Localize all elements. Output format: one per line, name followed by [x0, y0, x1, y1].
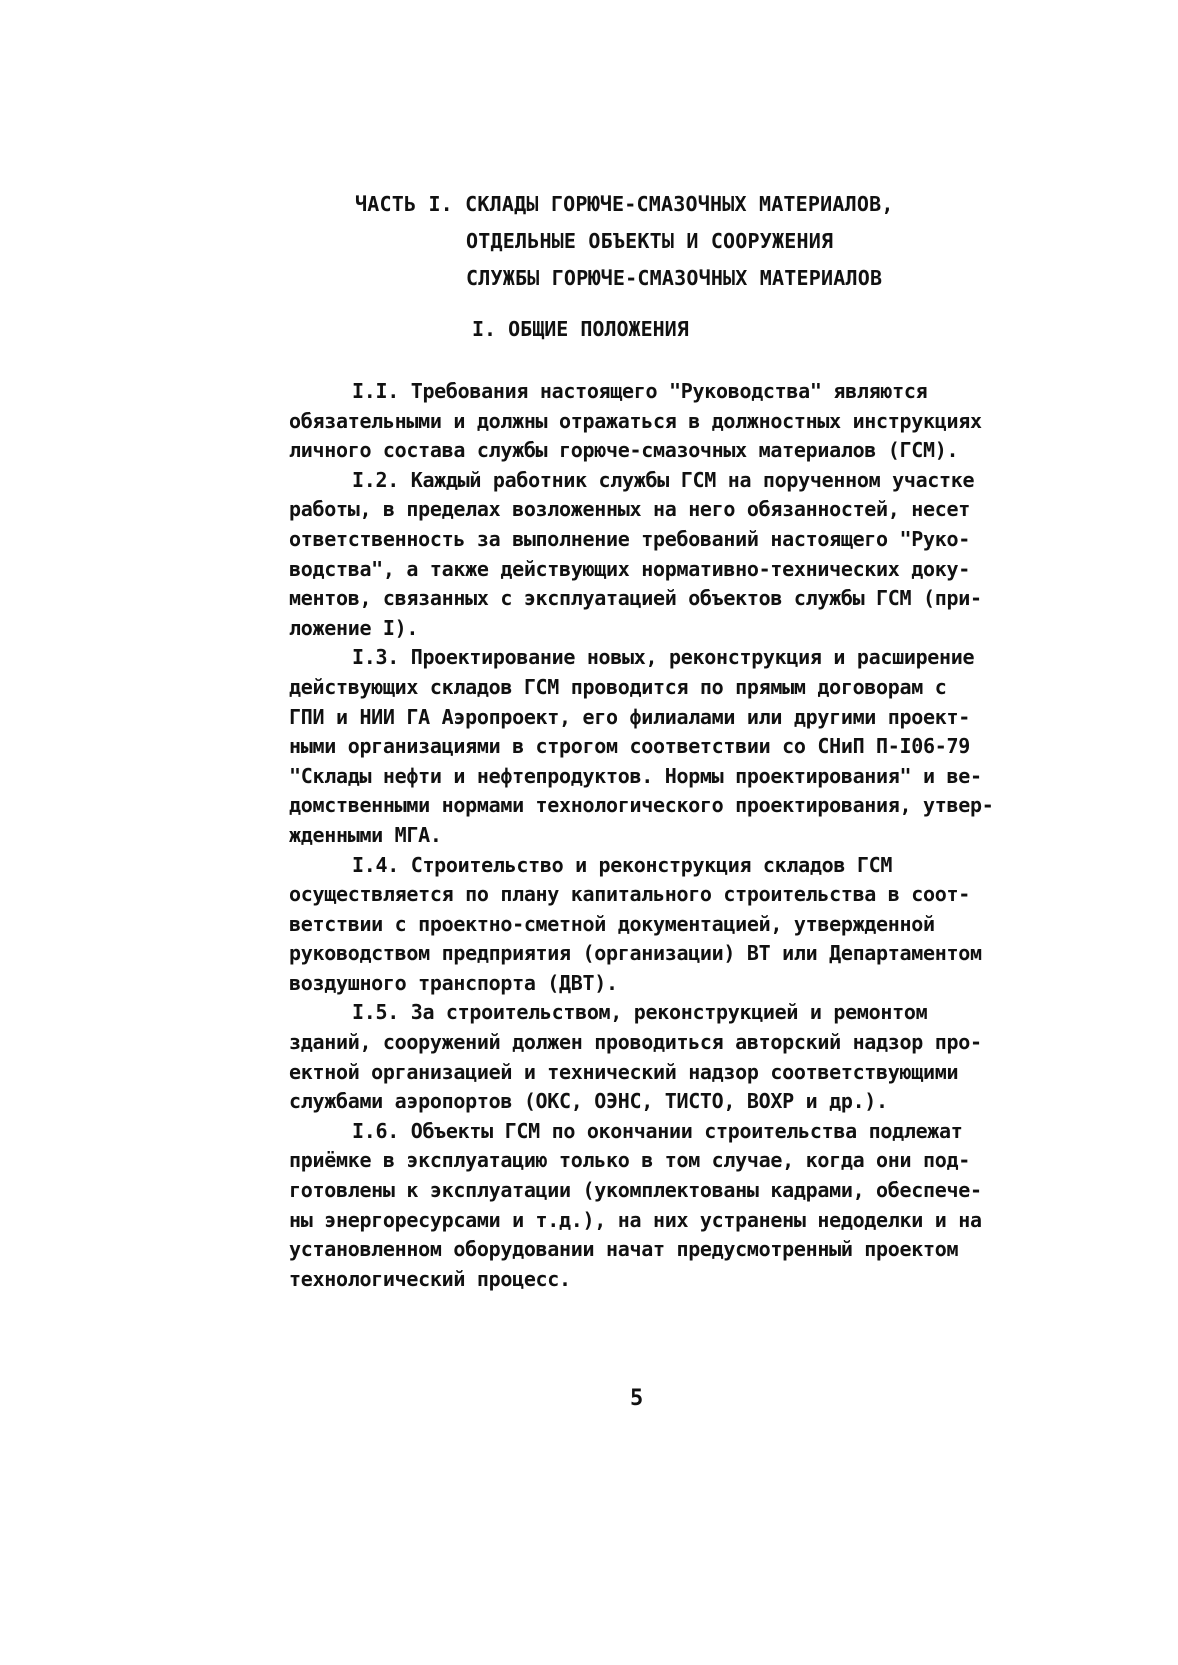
text-line: жденными МГА. [289, 822, 442, 847]
text-line: "Склады нефти и нефтепродуктов. Нормы проектирования" и ве- [289, 763, 982, 788]
page-number: 5 [630, 1386, 644, 1411]
text-line: личного состава службы горюче-смазочных материалов (ГСМ). [289, 438, 959, 463]
text-line: приёмке в эксплуатацию только в том случае, когда они под- [289, 1148, 970, 1173]
text-line: водства", а также действующих нормативно-технических доку- [289, 556, 970, 581]
text-line: I.I. Требования настоящего "Руководства" являются [352, 379, 928, 403]
text-line: ГПИ и НИИ ГА Аэропроект, его филиалами или другими проект- [289, 704, 970, 729]
text-line: обязательными и должны отражаться в должностных инструкциях [289, 408, 982, 433]
text-line: руководством предприятия (организации) ВТ или Департаментом [289, 941, 982, 966]
text-line: воздушного транспорта (ДВТ). [289, 970, 618, 995]
text-line: I.2. Каждый работник службы ГСМ на порученном участке [352, 467, 975, 492]
text-line: домственными нормами технологического проектирования, утвер- [289, 793, 994, 818]
section-heading: I. ОБЩИЕ ПОЛОЖЕНИЯ [472, 317, 689, 341]
text-line: ментов, связанных с эксплуатацией объектов службы ГСМ (при- [289, 586, 982, 611]
text-line: I.3. Проектирование новых, реконструкция и расширение [352, 645, 975, 670]
text-line: ветствии с проектно-сметной документацией, утвержденной [289, 911, 935, 936]
text-line: установленном оборудовании начат предусмотренный проектом [289, 1237, 959, 1262]
paragraph-1-4 [289, 851, 1049, 999]
text-line: I.5. За строительством, реконструкцией и ремонтом [352, 1000, 928, 1025]
text-line: I.6. Объекты ГСМ по окончании строительства подлежат [352, 1118, 963, 1143]
part-heading-line: СЛУЖБЫ ГОРЮЧЕ-СМАЗОЧНЫХ МАТЕРИАЛОВ [466, 266, 883, 290]
paragraph-1-2 [289, 466, 1049, 644]
text-line: ответственность за выполнение требований настоящего "Руко- [289, 526, 970, 551]
text-line: зданий, сооружений должен проводиться авторский надзор про- [289, 1030, 982, 1055]
text-line: ными организациями в строгом соответствии со СНиП П-I06-79 [289, 734, 970, 759]
part-heading [355, 186, 1115, 297]
part-heading-line: ОТДЕЛЬНЫЕ ОБЪЕКТЫ И СООРУЖЕНИЯ [466, 229, 834, 253]
text-line: осуществляется по плану капитального строительства в соот- [289, 882, 970, 907]
text-line: ложение I). [289, 615, 419, 640]
text-line: ны энергоресурсами и т.д.), на них устранены недоделки и на [289, 1207, 982, 1232]
text-line: I.4. Строительство и реконструкция складов ГСМ [352, 852, 893, 877]
paragraph-1-1 [289, 377, 1049, 466]
paragraph-1-3 [289, 643, 1049, 850]
part-heading-line: ЧАСТЬ I. СКЛАДЫ ГОРЮЧЕ-СМАЗОЧНЫХ МАТЕРИАЛОВ, [355, 192, 894, 216]
body-text [289, 377, 1049, 1294]
text-line: работы, в пределах возложенных на него обязанностей, несет [289, 497, 970, 522]
text-line: технологический процесс. [289, 1266, 571, 1291]
paragraph-1-5 [289, 998, 1049, 1116]
text-line: действующих складов ГСМ проводится по прямым договорам с [289, 674, 947, 699]
text-line: ектной организацией и технический надзор соответствующими [289, 1059, 959, 1084]
paragraph-1-6 [289, 1117, 1049, 1295]
text-line: готовлены к эксплуатации (укомплектованы кадрами, обеспече- [289, 1178, 982, 1203]
text-line: службами аэропортов (ОКС, ОЭНС, ТИСТО, ВОХР и др.). [289, 1089, 888, 1114]
